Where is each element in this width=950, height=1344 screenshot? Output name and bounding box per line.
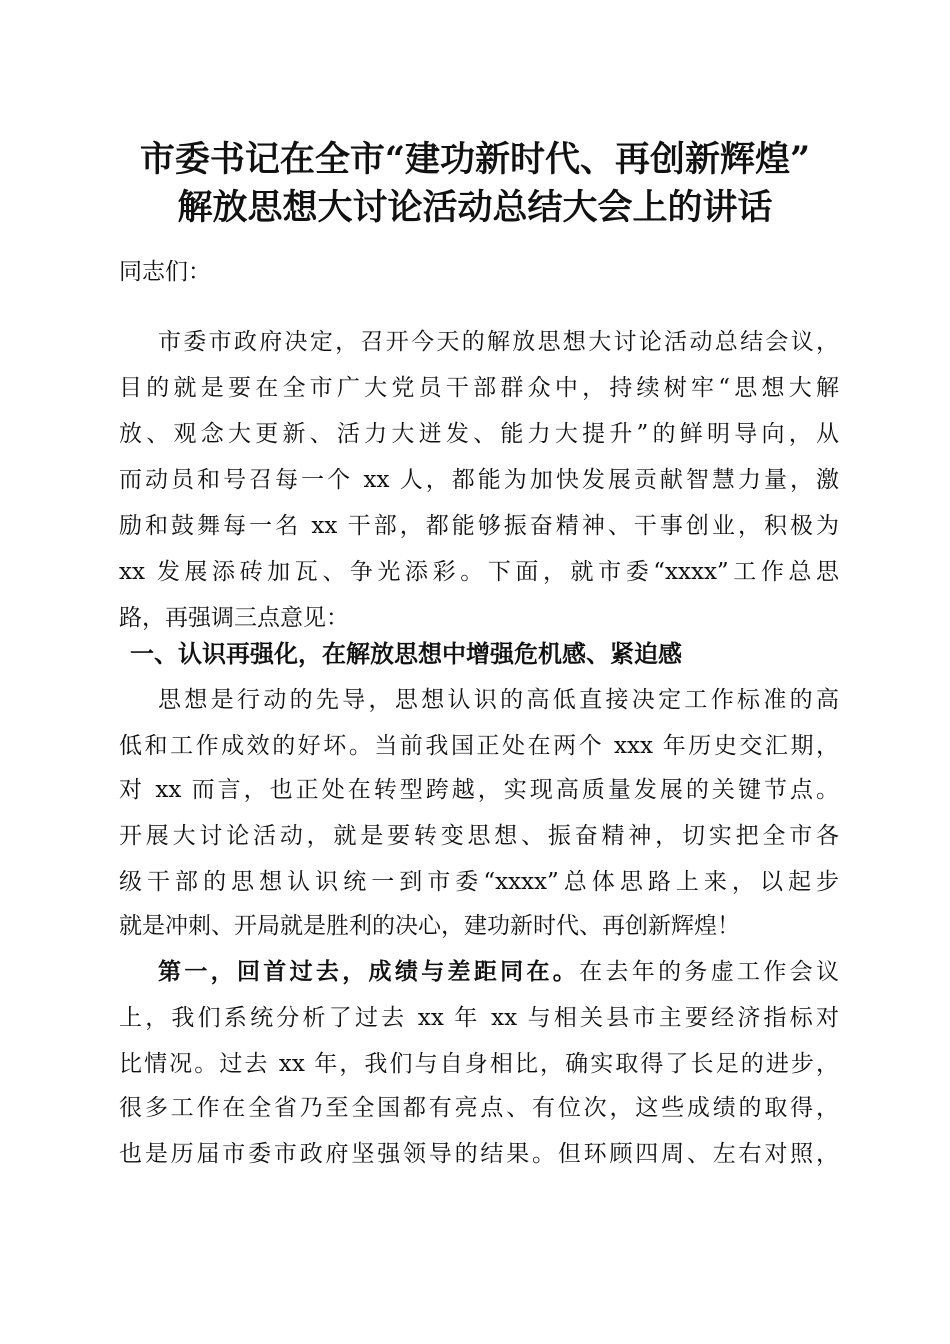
paragraph-line: 市委市政府决定，召开今天的解放思想大讨论活动总结会议， (158, 329, 839, 355)
paragraph-line: 比情况。过去 xx 年，我们与自身相比，确实取得了长足的进步， (119, 1051, 839, 1077)
paragraph-line: 低和工作成效的好坏。当前我国正处在两个 xxx 年历史交汇期， (119, 733, 839, 759)
section-heading-1: 一、认识再强化，在解放思想中增强危机感、紧迫感 (130, 640, 682, 668)
paragraph-line: 目的就是要在全市广大党员干部群众中，持续树牢“思想大解 (119, 375, 839, 401)
paragraph-line: 对 xx 而言，也正处在转型跨越，实现高质量发展的关键节点。 (119, 777, 839, 803)
document-title-line-1: 市委书记在全市“建功新时代、再创新辉煌” (139, 139, 811, 180)
paragraph-line: 开展大讨论活动，就是要转变思想、振奋精神，切实把全市各 (119, 823, 839, 849)
paragraph-line: 上，我们系统分析了过去 xx 年 xx 与相关县市主要经济指标对 (119, 1005, 839, 1031)
paragraph-line: 级干部的思想认识统一到市委“xxxx”总体思路上来，以起步 (119, 869, 839, 895)
salutation: 同志们： (119, 259, 211, 285)
inline-rest: 在去年的务虚工作会议 (579, 959, 840, 985)
paragraph-line: xx 发展添砖加瓦、争光添彩。下面，就市委“xxxx”工作总思 (119, 559, 839, 585)
paragraph-line: 很多工作在全省乃至全国都有亮点、有位次，这些成绩的取得， (119, 1095, 839, 1121)
inline-bold-lead: 第一，回首过去，成绩与差距同在。 (158, 958, 580, 985)
paragraph-line: 也是历届市委市政府坚强领导的结果。但环顾四周、左右对照， (119, 1141, 839, 1167)
paragraph-line: 思想是行动的先导，思想认识的高低直接决定工作标准的高 (158, 687, 839, 713)
paragraph-line: 励和鼓舞每一名 xx 干部，都能够振奋精神、干事创业，积极为 (119, 513, 839, 539)
paragraph-line: 而动员和号召每一个 xx 人，都能为加快发展贡献智慧力量，激 (119, 467, 839, 493)
paragraph-line: 路，再强调三点意见： (119, 605, 349, 631)
document-title-line-2: 解放思想大讨论活动总结大会上的讲话 (177, 187, 773, 228)
paragraph-line: 就是冲刺、开局就是胜利的决心，建功新时代、再创新辉煌！ (119, 913, 740, 939)
paragraph-line-mixed (158, 952, 839, 992)
paragraph-line: 放、观念大更新、活力大迸发、能力大提升”的鲜明导向，从 (119, 421, 839, 447)
